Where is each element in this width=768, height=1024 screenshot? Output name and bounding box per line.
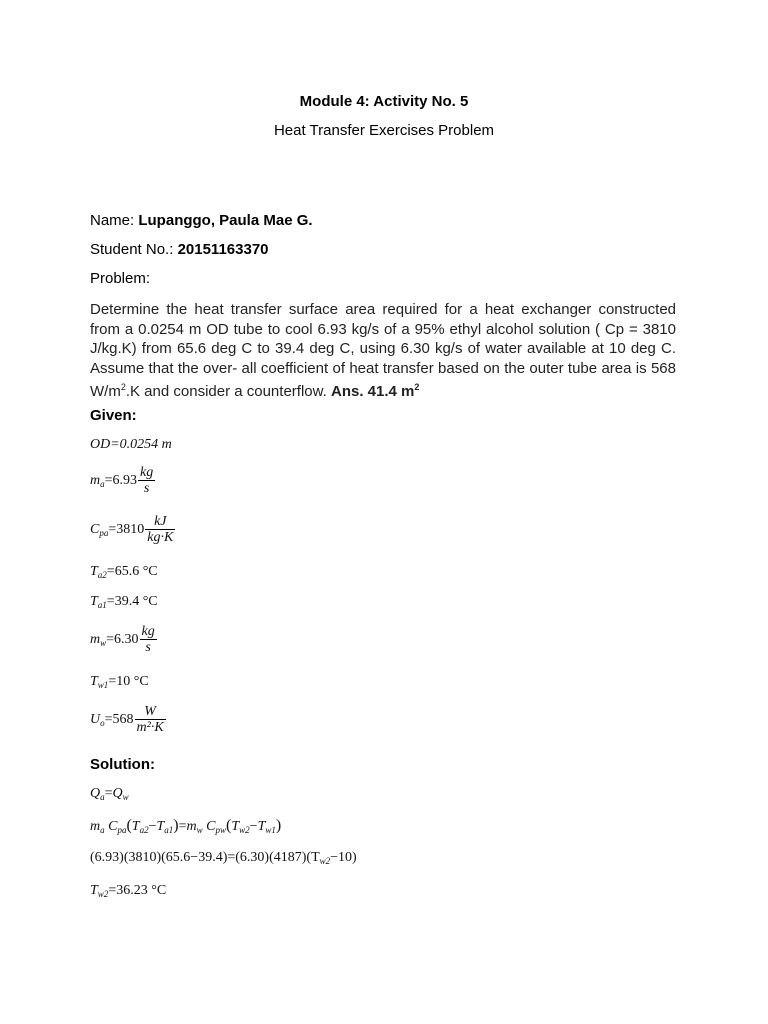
- eq-tw2: $T_{w2}=36.23$ °C: [90, 883, 167, 899]
- student-number-line: [90, 241, 269, 258]
- student-number-value: 20151163370: [177, 241, 269, 258]
- uo-units: [135, 704, 166, 736]
- eq-mw: $m_w=6.30$ $\frac{kg}{s}$: [90, 624, 155, 655]
- eq-od-text: OD=0.0254 m: [90, 437, 172, 452]
- solution-heading: Solution:: [90, 756, 155, 773]
- cpa-units: [145, 514, 175, 546]
- page-subtitle: Heat Transfer Exercises Problem: [273, 122, 495, 139]
- substitution-text: (6.93)(3810)(65.6−39.4)=(6.30)(4187)(T: [90, 850, 320, 865]
- eq-heat-balance: $m_a$ $C_{pa}(T_{a2}-T_{a1})=m_w$ $C_{pw}(T_{w2}-T_{w1})$: [90, 817, 282, 835]
- eq-cpa: $C_{pa}=3810$ $\frac{kJ}{kg\cdot K}$: [90, 514, 174, 545]
- eq-tw1: $T_{w1}=10$ °C: [90, 674, 149, 690]
- page-title: Module 4: Activity No. 5: [299, 93, 469, 110]
- tw1-value: 10 °C: [116, 674, 149, 689]
- eq-od: [90, 437, 172, 453]
- problem-text-tail: .K and consider a counterflow.: [125, 383, 327, 400]
- eq-substitution: [90, 850, 357, 866]
- student-number-label: Student No.:: [90, 241, 174, 258]
- substitution-sub: w2: [319, 856, 331, 866]
- name-value: Lupanggo, Paula Mae G.: [138, 212, 313, 229]
- student-name-line: [90, 212, 313, 229]
- cpa-value: 3810: [116, 522, 145, 538]
- cpa-unit-num: kJ: [145, 514, 175, 530]
- ma-units: [138, 465, 155, 497]
- mw-units: [140, 624, 157, 656]
- name-label: Name:: [90, 212, 135, 229]
- problem-text: Determine the heat transfer surface area required for a heat exchanger constructed from a 0.0254 m OD tube to cool 6.93 kg/s of a 95% ethyl alcohol solution ( Cp = 3810 J/kg.K) from 65.6 deg C to 39.4 deg C, using 6.30 kg/s of water available at 10 deg C. Assume that the over- all coefficient of heat transfer based on the outer tube area is 568 W/m: [90, 301, 676, 400]
- cpa-unit-den: kg·K: [147, 530, 174, 545]
- eq-ta1: $T_{a1}=39.4$ °C: [90, 594, 158, 610]
- uo-unit-den: m²·K: [136, 720, 164, 735]
- eq-ta2: $T_{a2}=65.6$ °C: [90, 564, 158, 580]
- mw-value: 6.30: [114, 632, 139, 648]
- eq-uo: $U_o=568$ $\frac{W}{\text{m²·K}}$: [90, 704, 164, 735]
- ma-unit-den: s: [143, 481, 150, 496]
- mw-unit-den: s: [145, 640, 151, 655]
- given-heading: Given:: [90, 407, 137, 424]
- ta1-value: 39.4 °C: [114, 594, 158, 609]
- ma-unit-num: kg: [140, 465, 154, 480]
- problem-label: Problem:: [90, 270, 151, 287]
- uo-value: 568: [112, 712, 134, 728]
- mw-unit-num: kg: [141, 624, 155, 639]
- answer-label: Ans. 41.4 m: [330, 383, 415, 400]
- problem-sup: 2: [120, 382, 126, 392]
- problem-statement: [90, 300, 676, 402]
- tw2-value: 36.23 °C: [116, 883, 167, 898]
- ma-value: 6.93: [112, 473, 138, 489]
- eq-ma: $m_a=6.93$ $\frac{kg}{s}$: [90, 465, 154, 496]
- uo-unit-num: W: [135, 704, 166, 720]
- answer-sup: 2: [414, 382, 420, 392]
- eq-q-balance: $Q_a=Q_w$: [90, 786, 129, 802]
- substitution-tail: −10): [330, 850, 357, 865]
- ta2-value: 65.6 °C: [114, 564, 158, 579]
